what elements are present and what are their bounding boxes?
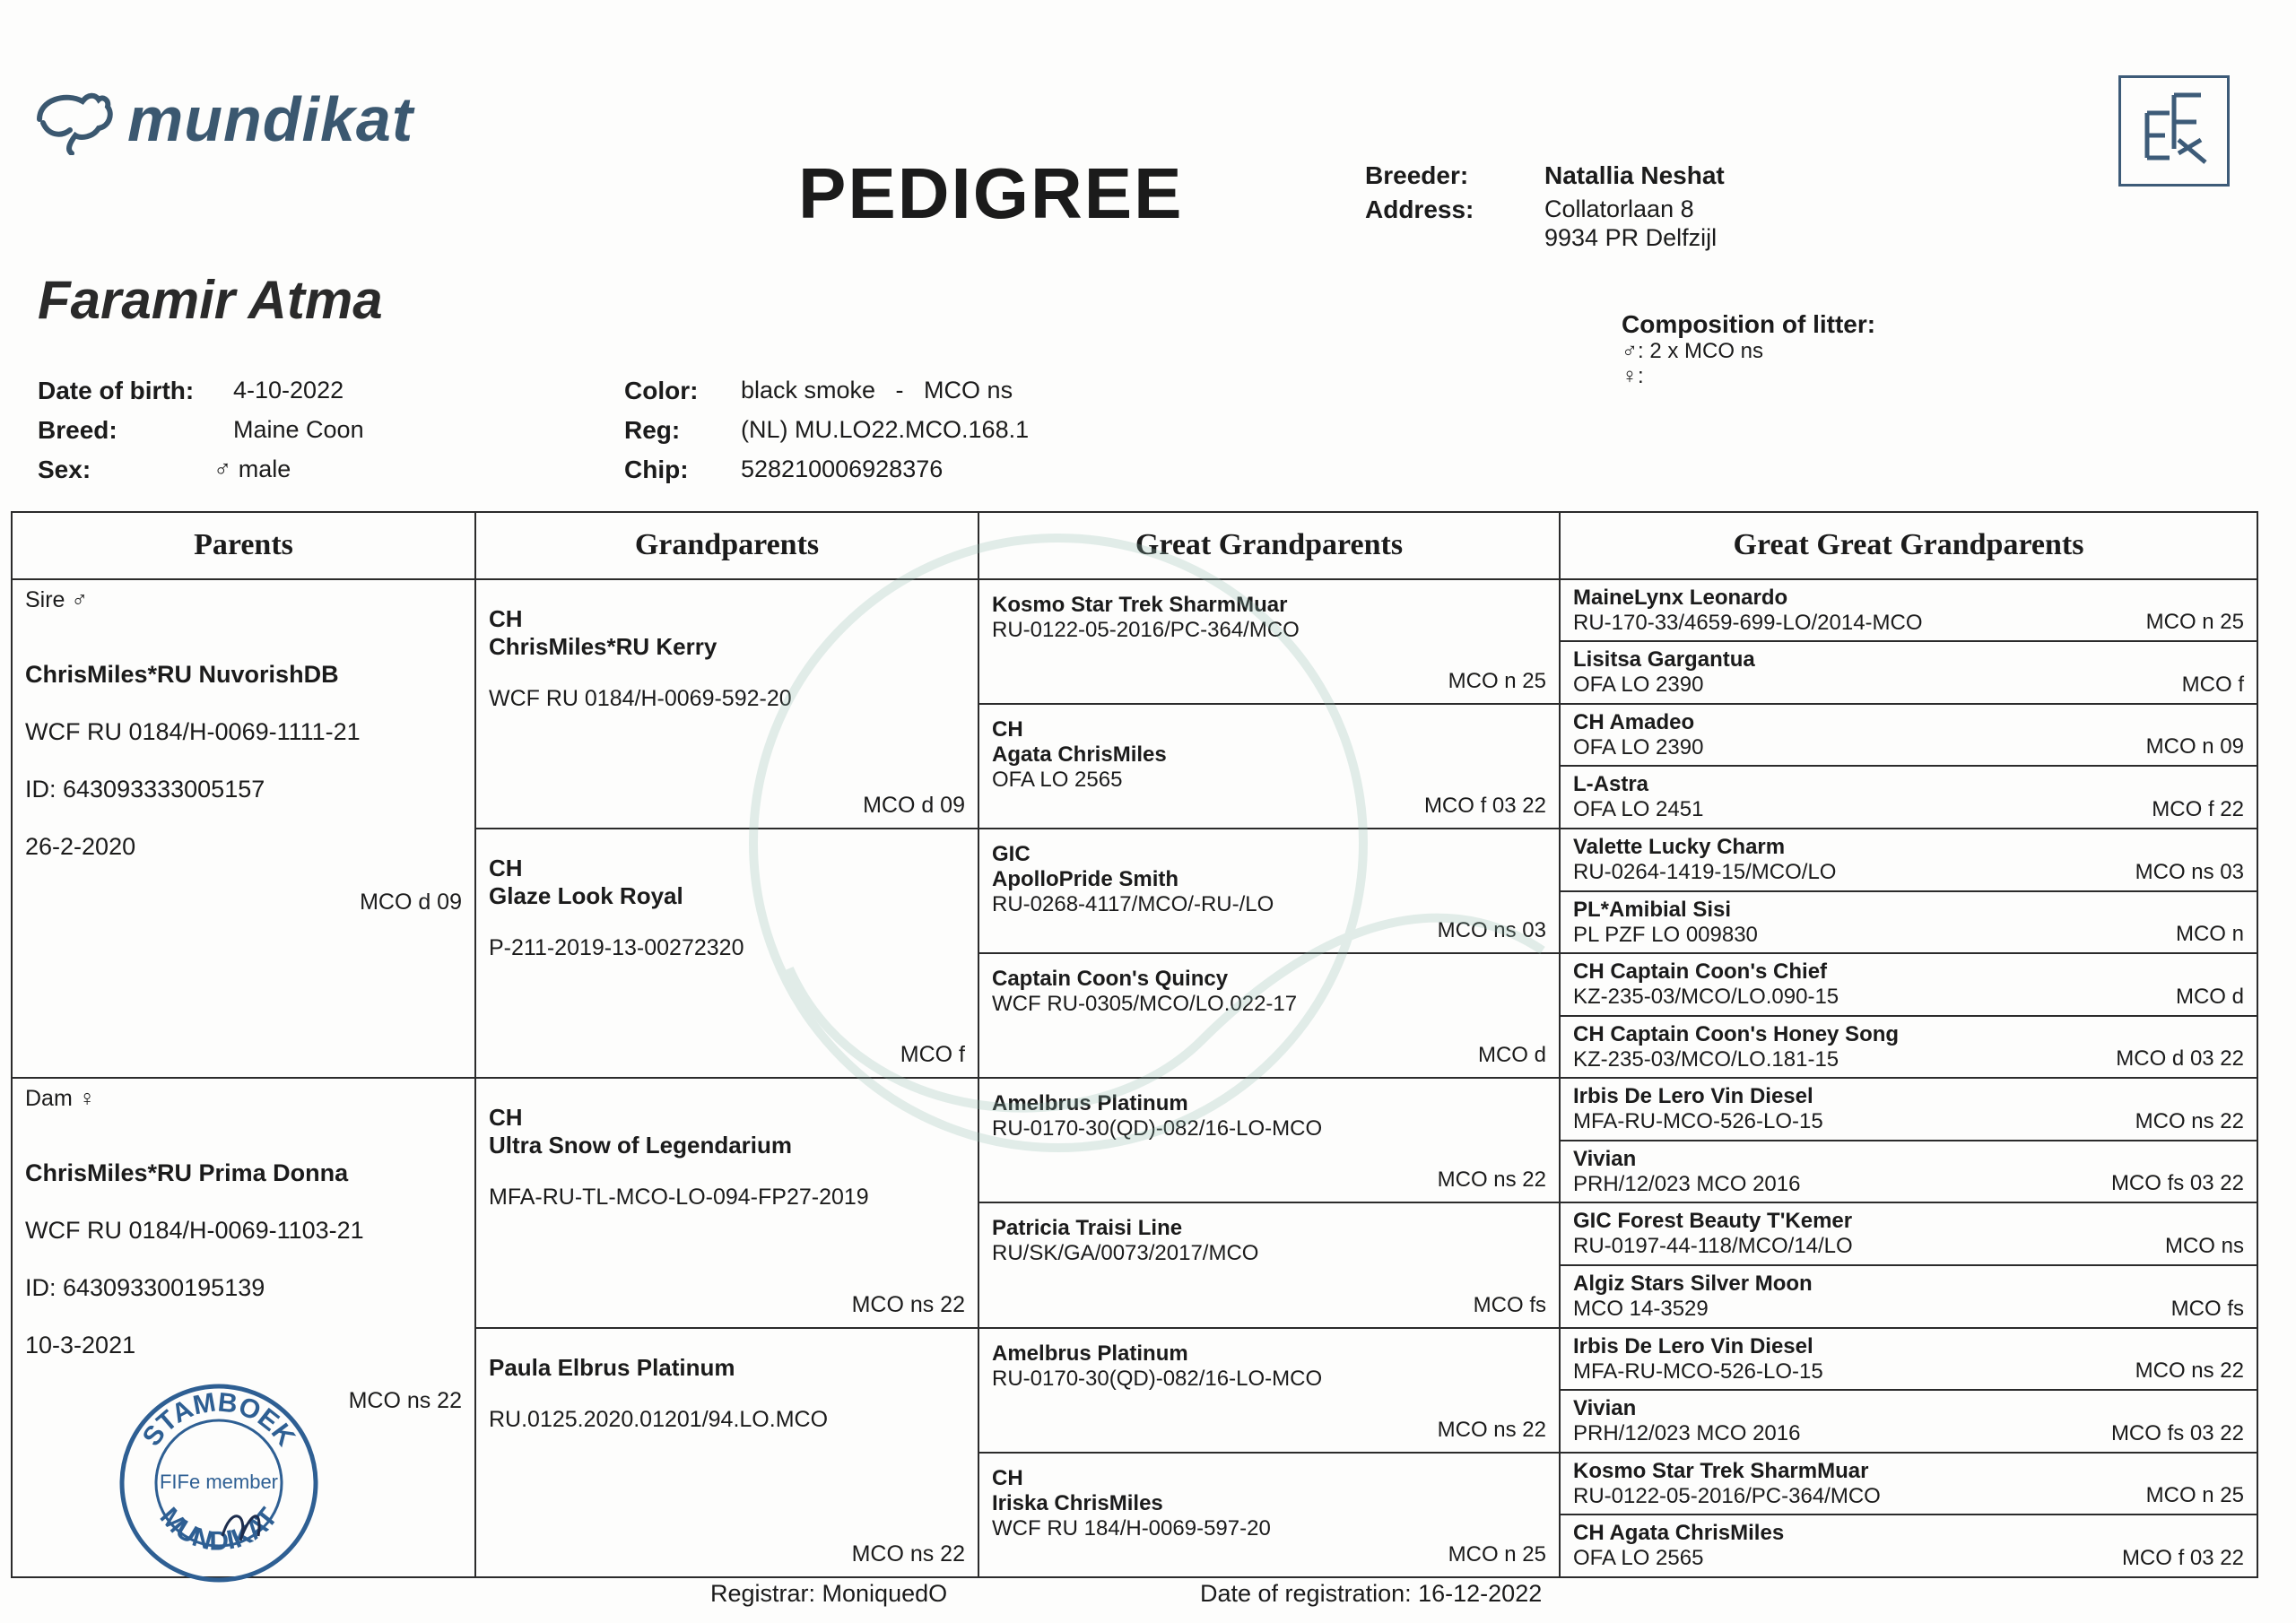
great-great-grandparent-cell (1560, 579, 2257, 642)
great-great-grandparent-class: MCO ns 22 (2135, 1108, 2244, 1133)
great-grandparent-cell (978, 1453, 1560, 1577)
grandparent-cell (475, 579, 978, 829)
stamp-middle-text: FIFe member (159, 1471, 279, 1493)
great-grandparent-reg: RU-0122-05-2016/PC-364/MCO (992, 617, 1300, 642)
grandparent-name: Glaze Look Royal (489, 881, 683, 909)
litter-label: Composition of litter: (1622, 310, 1876, 338)
great-great-grandparent-class: MCO n (2175, 922, 2244, 947)
great-great-grandparent-name: GIC Forest Beauty T'Kemer (1573, 1209, 1853, 1234)
great-grandparent-title: GIC (992, 841, 1031, 866)
reg-value: (NL) MU.LO22.MCO.168.1 (741, 416, 1030, 443)
great-grandparent-reg: OFA LO 2565 (992, 767, 1123, 792)
parent-dob: 26-2-2020 (25, 832, 136, 860)
great-grandparent-cell (978, 704, 1560, 829)
great-great-grandparent-reg: PL PZF LO 009830 (1573, 922, 1758, 947)
grandparent-cell (475, 829, 978, 1078)
grandparent-reg: RU.0125.2020.01201/94.LO.MCO (489, 1406, 829, 1432)
great-great-grandparent-class: MCO d (2175, 984, 2244, 1009)
grandparent-class: MCO d 09 (863, 792, 965, 818)
great-great-grandparent-reg: RU-0197-44-118/MCO/14/LO (1573, 1234, 1853, 1259)
grandparent-title: CH (489, 1104, 523, 1132)
great-great-grandparent-name: Algiz Stars Silver Moon (1573, 1271, 1813, 1296)
great-great-grandparent-class: MCO ns (2164, 1233, 2244, 1258)
great-great-grandparent-cell (1560, 1141, 2257, 1203)
great-great-grandparent-class: MCO fs 03 22 (2110, 1171, 2244, 1196)
sex-label: Sex: (38, 456, 91, 483)
great-great-grandparent-class: MCO n 09 (2145, 734, 2244, 759)
great-great-grandparent-reg: RU-0264-1419-15/MCO/LO (1573, 859, 1837, 884)
great-grandparent-reg: RU-0268-4117/MCO/-RU-/LO (992, 891, 1274, 916)
great-grandparent-name: Captain Coon's Quincy (992, 967, 1229, 992)
great-great-grandparent-cell (1560, 1265, 2257, 1328)
great-great-grandparent-name: MaineLynx Leonardo (1573, 585, 1788, 610)
great-grandparent-class: MCO ns 03 (1437, 918, 1546, 943)
great-great-grandparent-cell (1560, 1016, 2257, 1079)
registrar: Registrar: MoniquedO (710, 1580, 948, 1607)
great-great-grandparent-reg: KZ-235-03/MCO/LO.090-15 (1573, 985, 1839, 1010)
great-great-grandparent-reg: MFA-RU-MCO-526-LO-15 (1573, 1109, 1823, 1134)
great-great-grandparent-reg: OFA LO 2390 (1573, 734, 1704, 759)
grandparent-cell (475, 1328, 978, 1577)
great-great-grandparent-class: MCO fs 03 22 (2110, 1420, 2244, 1445)
great-grandparent-cell (978, 1202, 1560, 1327)
great-great-grandparent-reg: PRH/12/023 MCO 2016 (1573, 1171, 1801, 1196)
parent-cell (12, 579, 475, 1079)
grandparent-name: Paula Elbrus Platinum (489, 1353, 735, 1381)
great-grandparent-reg: WCF RU-0305/MCO/LO.022-17 (992, 992, 1298, 1017)
grandparent-name: Ultra Snow of Legendarium (489, 1132, 793, 1159)
great-grandparent-reg: RU-0170-30(QD)-082/16-LO-MCO (992, 1116, 1323, 1141)
great-great-grandparent-cell (1560, 1078, 2257, 1141)
column-header-great-great-grandparents: Great Great Grandparents (1560, 512, 2257, 579)
great-great-grandparent-reg: RU-170-33/4659-699-LO/2014-MCO (1573, 610, 1923, 635)
page-title: PEDIGREE (798, 153, 1184, 233)
chip-label: Chip: (624, 456, 689, 483)
great-great-grandparent-name: Valette Lucky Charm (1573, 834, 1786, 859)
cat-name: Faramir Atma (38, 270, 383, 330)
grandparent-class: MCO ns 22 (851, 1541, 965, 1567)
great-great-grandparent-class: MCO ns 22 (2135, 1358, 2244, 1384)
dob-value: 4-10-2022 (233, 377, 344, 404)
great-great-grandparent-cell (1560, 953, 2257, 1016)
great-great-grandparent-class: MCO f 03 22 (2121, 1546, 2244, 1570)
great-grandparent-name: Agata ChrisMiles (992, 742, 1167, 767)
great-great-grandparent-class: MCO f (2181, 672, 2244, 697)
great-great-grandparent-reg: OFA LO 2565 (1573, 1546, 1704, 1571)
great-grandparent-class: MCO n 25 (1448, 668, 1546, 693)
great-great-grandparent-name: CH Captain Coon's Honey Song (1573, 1021, 1900, 1046)
pedigree-table (11, 511, 2258, 1578)
brand-logo (30, 79, 413, 160)
great-great-grandparent-class: MCO ns 03 (2135, 859, 2244, 884)
great-great-grandparent-name: CH Amadeo (1573, 709, 1695, 734)
grandparent-class: MCO ns 22 (851, 1291, 965, 1317)
great-grandparent-name: Iriska ChrisMiles (992, 1490, 1163, 1515)
litter-female: ♀: (1622, 364, 1644, 388)
great-grandparent-cell (978, 1328, 1560, 1453)
brand-name: mundikat (127, 84, 414, 154)
litter-male: ♂: 2 x MCO ns (1622, 339, 1764, 363)
parent-class: MCO d 09 (360, 889, 462, 915)
great-grandparent-cell (978, 579, 1560, 704)
great-great-grandparent-name: Vivian (1573, 1396, 1637, 1421)
grandparent-title: CH (489, 604, 523, 632)
great-grandparent-class: MCO ns 22 (1437, 1167, 1546, 1193)
great-great-grandparent-reg: MFA-RU-MCO-526-LO-15 (1573, 1358, 1823, 1384)
great-grandparent-title: CH (992, 716, 1023, 742)
parent-reg: WCF RU 0184/H-0069-1103-21 (25, 1217, 364, 1245)
color-label: Color: (624, 377, 699, 404)
chip-value: 528210006928376 (741, 456, 944, 482)
great-great-grandparent-reg: RU-0122-05-2016/PC-364/MCO (1573, 1483, 1881, 1508)
great-great-grandparent-cell (1560, 1515, 2257, 1577)
great-great-grandparent-reg: PRH/12/023 MCO 2016 (1573, 1421, 1801, 1446)
sex-value: ♂ male (213, 456, 291, 482)
cat-logo-icon (30, 83, 117, 155)
parent-id: ID: 643093333005157 (25, 775, 265, 803)
great-great-grandparent-cell (1560, 1202, 2257, 1265)
grandparent-cell (475, 1078, 978, 1327)
great-great-grandparent-cell (1560, 829, 2257, 891)
stamboek-stamp (115, 1379, 323, 1587)
great-grandparent-name: Amelbrus Platinum (992, 1341, 1188, 1366)
stamp-top-text: STAMBOEK (136, 1387, 301, 1452)
parent-role: Sire ♂ (25, 586, 89, 612)
grandparent-class: MCO f (900, 1042, 965, 1068)
breed-value: Maine Coon (233, 416, 364, 443)
address-line2: 9934 PR Delfzijl (1544, 224, 1718, 251)
reg-label: Reg: (624, 416, 681, 444)
great-grandparent-name: Kosmo Star Trek SharmMuar (992, 592, 1288, 617)
great-great-grandparent-name: Lisitsa Gargantua (1573, 647, 1755, 673)
great-grandparent-title: CH (992, 1465, 1023, 1490)
breeder-label: Breeder: (1365, 161, 1469, 189)
breed-label: Breed: (38, 416, 117, 444)
great-great-grandparent-cell (1560, 641, 2257, 704)
great-great-grandparent-name: PL*Amibial Sisi (1573, 897, 1732, 922)
parent-name: ChrisMiles*RU NuvorishDB (25, 660, 339, 688)
column-header-parents: Parents (12, 512, 475, 579)
great-grandparent-class: MCO f 03 22 (1423, 793, 1546, 818)
great-great-grandparent-cell (1560, 1453, 2257, 1515)
fife-emblem-icon (2129, 86, 2219, 176)
great-great-grandparent-cell (1560, 1328, 2257, 1391)
great-great-grandparent-reg: OFA LO 2390 (1573, 673, 1704, 698)
grandparent-reg: MFA-RU-TL-MCO-LO-094-FP27-2019 (489, 1185, 869, 1211)
parent-id: ID: 643093300195139 (25, 1274, 265, 1302)
grandparent-reg: WCF RU 0184/H-0069-592-20 (489, 685, 792, 711)
great-great-grandparent-name: Kosmo Star Trek SharmMuar (1573, 1458, 1869, 1483)
color-value: black smoke - MCO ns (741, 377, 1013, 404)
great-grandparent-class: MCO n 25 (1448, 1542, 1546, 1567)
breeder-name: Natallia Neshat (1544, 161, 1725, 189)
column-header-grandparents: Grandparents (475, 512, 978, 579)
great-grandparent-reg: RU-0170-30(QD)-082/16-LO-MCO (992, 1366, 1323, 1391)
great-grandparent-class: MCO d (1477, 1043, 1546, 1068)
address-line1: Collatorlaan 8 (1544, 195, 1694, 222)
dob-label: Date of birth: (38, 377, 195, 404)
parent-class: MCO ns 22 (348, 1388, 462, 1414)
great-great-grandparent-class: MCO f 22 (2152, 796, 2244, 821)
great-great-grandparent-name: Irbis De Lero Vin Diesel (1573, 1084, 1813, 1109)
great-great-grandparent-name: Irbis De Lero Vin Diesel (1573, 1333, 1813, 1358)
great-great-grandparent-reg: MCO 14-3529 (1573, 1296, 1709, 1321)
parent-dob: 10-3-2021 (25, 1332, 136, 1359)
parent-reg: WCF RU 0184/H-0069-1111-21 (25, 717, 361, 745)
great-grandparent-reg: RU/SK/GA/0073/2017/MCO (992, 1241, 1259, 1266)
grandparent-name: ChrisMiles*RU Kerry (489, 632, 718, 660)
great-grandparent-class: MCO ns 22 (1437, 1417, 1546, 1442)
parent-role: Dam ♀ (25, 1086, 96, 1112)
great-grandparent-name: Patricia Traisi Line (992, 1216, 1183, 1241)
great-grandparent-name: ApolloPride Smith (992, 866, 1179, 891)
great-great-grandparent-class: MCO n 25 (2145, 1483, 2244, 1508)
great-grandparent-cell (978, 1078, 1560, 1202)
great-great-grandparent-class: MCO fs (2170, 1296, 2244, 1321)
grandparent-title: CH (489, 854, 523, 881)
great-great-grandparent-cell (1560, 766, 2257, 829)
great-great-grandparent-name: L-Astra (1573, 772, 1649, 797)
svg-text:MUNDIKAT (154, 1502, 283, 1556)
great-grandparent-reg: WCF RU 184/H-0069-597-20 (992, 1515, 1271, 1541)
great-great-grandparent-class: MCO d 03 22 (2116, 1046, 2244, 1072)
great-great-grandparent-name: CH Agata ChrisMiles (1573, 1521, 1785, 1546)
column-header-great-grandparents: Great Grandparents (978, 512, 1560, 579)
stamp-bottom-text: MUNDIKAT (153, 1502, 284, 1557)
great-great-grandparent-cell (1560, 891, 2257, 954)
great-great-grandparent-name: CH Captain Coon's Chief (1573, 959, 1828, 985)
great-great-grandparent-cell (1560, 1390, 2257, 1453)
great-grandparent-class: MCO fs (1473, 1292, 1546, 1317)
fife-logo (2118, 75, 2230, 187)
grandparent-reg: P-211-2019-13-00272320 (489, 934, 744, 960)
great-grandparent-cell (978, 953, 1560, 1078)
great-great-grandparent-cell (1560, 704, 2257, 767)
parent-name: ChrisMiles*RU Prima Donna (25, 1159, 349, 1187)
registration-date: Date of registration: 16-12-2022 (1200, 1580, 1543, 1607)
great-grandparent-name: Amelbrus Platinum (992, 1091, 1188, 1116)
address-label: Address: (1365, 195, 1474, 223)
great-great-grandparent-name: Vivian (1573, 1146, 1637, 1171)
great-great-grandparent-reg: KZ-235-03/MCO/LO.181-15 (1573, 1046, 1839, 1072)
great-great-grandparent-reg: OFA LO 2451 (1573, 797, 1704, 822)
great-great-grandparent-class: MCO n 25 (2145, 610, 2244, 635)
great-grandparent-cell (978, 829, 1560, 953)
